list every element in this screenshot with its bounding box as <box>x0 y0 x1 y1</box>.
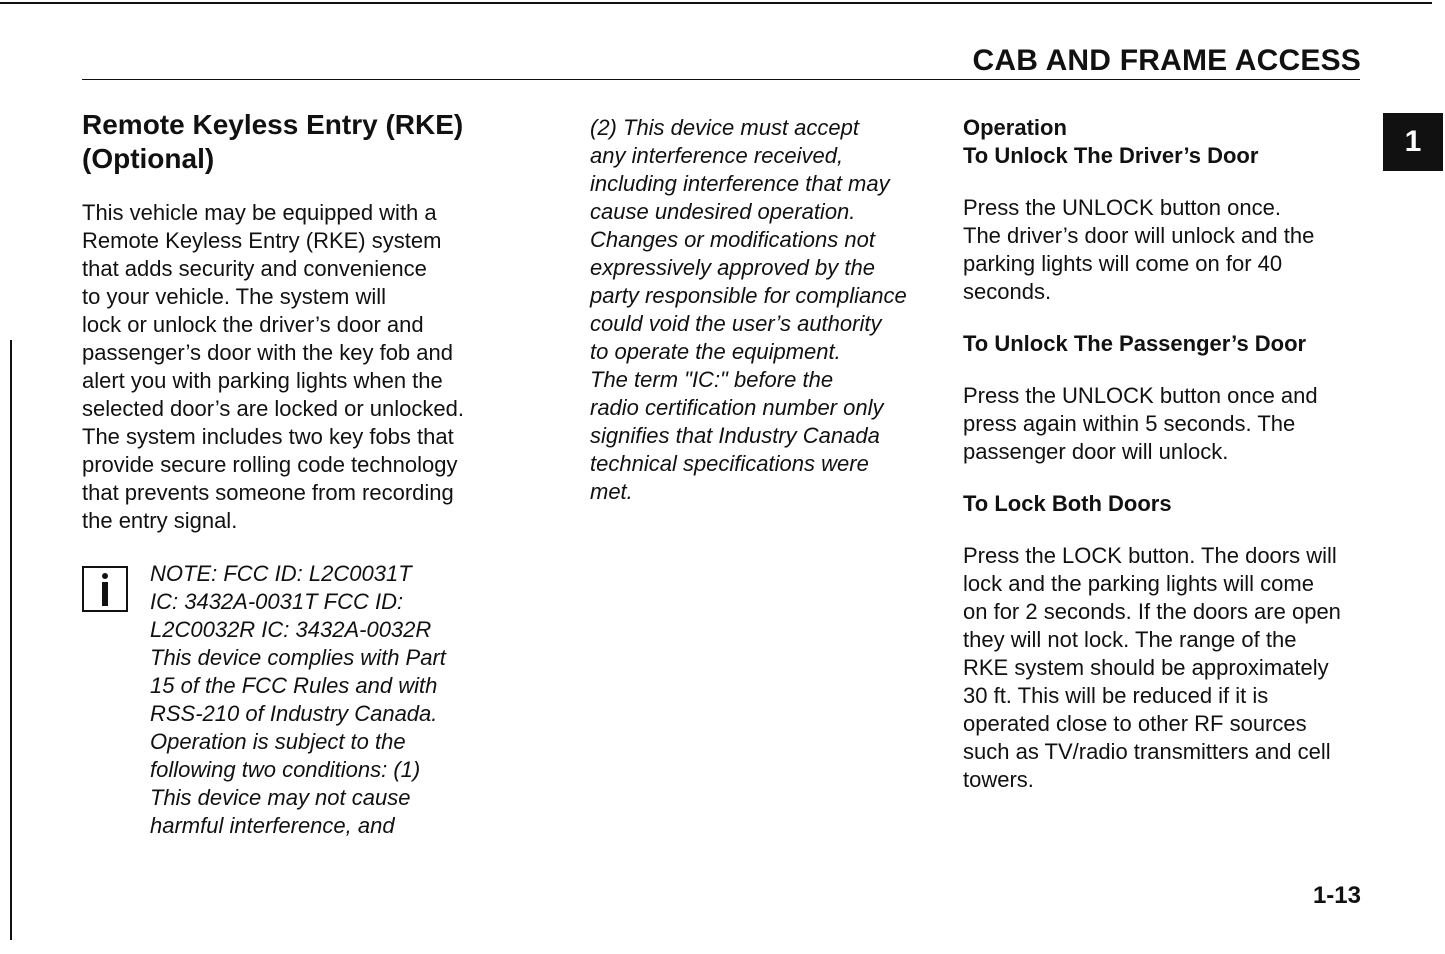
operation-heading: Operation <box>963 115 1067 140</box>
regulatory-text: (2) This device must accept any interference received, including interference that may cause undesired operation. Changes or modifications not expressively approved by the party responsible for compliance could void the user’s authority to operate the equipment. The term "IC:" before the radio certification number only signifies that Industry Canada technical specifications were met. <box>590 115 907 504</box>
section-header-title: CAB AND FRAME ACCESS <box>972 44 1361 77</box>
lock-both-text: Press the LOCK button. The doors will lock and the parking lights will come on for 2 seconds. If the doors are open they will not lock. The range of the RKE system should be approximately 30 ft. This will be reduced if it is operated close to other RF sources such as TV/radio transmitters and cell towers. <box>963 543 1341 792</box>
intro-paragraph: This vehicle may be equipped with a Remote Keyless Entry (RKE) system that adds security and convenience to your vehicle. The system will lock or unlock the driver’s door and passenger’s door with the key fob and alert you with parking lights when the selected door’s are locked or unlocked. The system includes two key fobs that provide secure rolling code technology that prevents someone from recording the entry signal. <box>82 200 464 533</box>
unlock-driver-heading: To Unlock The Driver’s Door <box>963 143 1259 168</box>
section-heading-text: Remote Keyless Entry (RKE) (Optional) <box>82 109 464 174</box>
unlock-passenger-text: Press the UNLOCK button once and press again within 5 seconds. The passenger door will unlock. <box>963 383 1318 464</box>
column-middle <box>590 114 930 506</box>
column-right <box>963 114 1363 794</box>
lock-both-heading: To Lock Both Doors <box>963 491 1172 516</box>
chapter-tab: 1 <box>1383 113 1443 171</box>
column-left <box>82 108 492 535</box>
info-icon <box>82 566 128 612</box>
unlock-driver-text: Press the UNLOCK button once. The driver’s door will unlock and the parking lights will come on for 40 seconds. <box>963 195 1315 304</box>
section-heading <box>82 108 492 176</box>
note-text: NOTE: FCC ID: L2C0031T IC: 3432A-0031T FCC ID: L2C0032R IC: 3432A-0032R This device complies with Part 15 of the FCC Rules and with RSS-210 of Industry Canada. Operation is subject to the following two conditions: (1) This device may not cause harmful interference, and <box>150 561 446 838</box>
binding-margin-line <box>10 340 12 940</box>
header-rule <box>82 79 1360 80</box>
page-number: 1-13 <box>1312 882 1361 909</box>
unlock-passenger-heading: To Unlock The Passenger’s Door <box>963 331 1307 356</box>
top-rule <box>0 2 1432 4</box>
